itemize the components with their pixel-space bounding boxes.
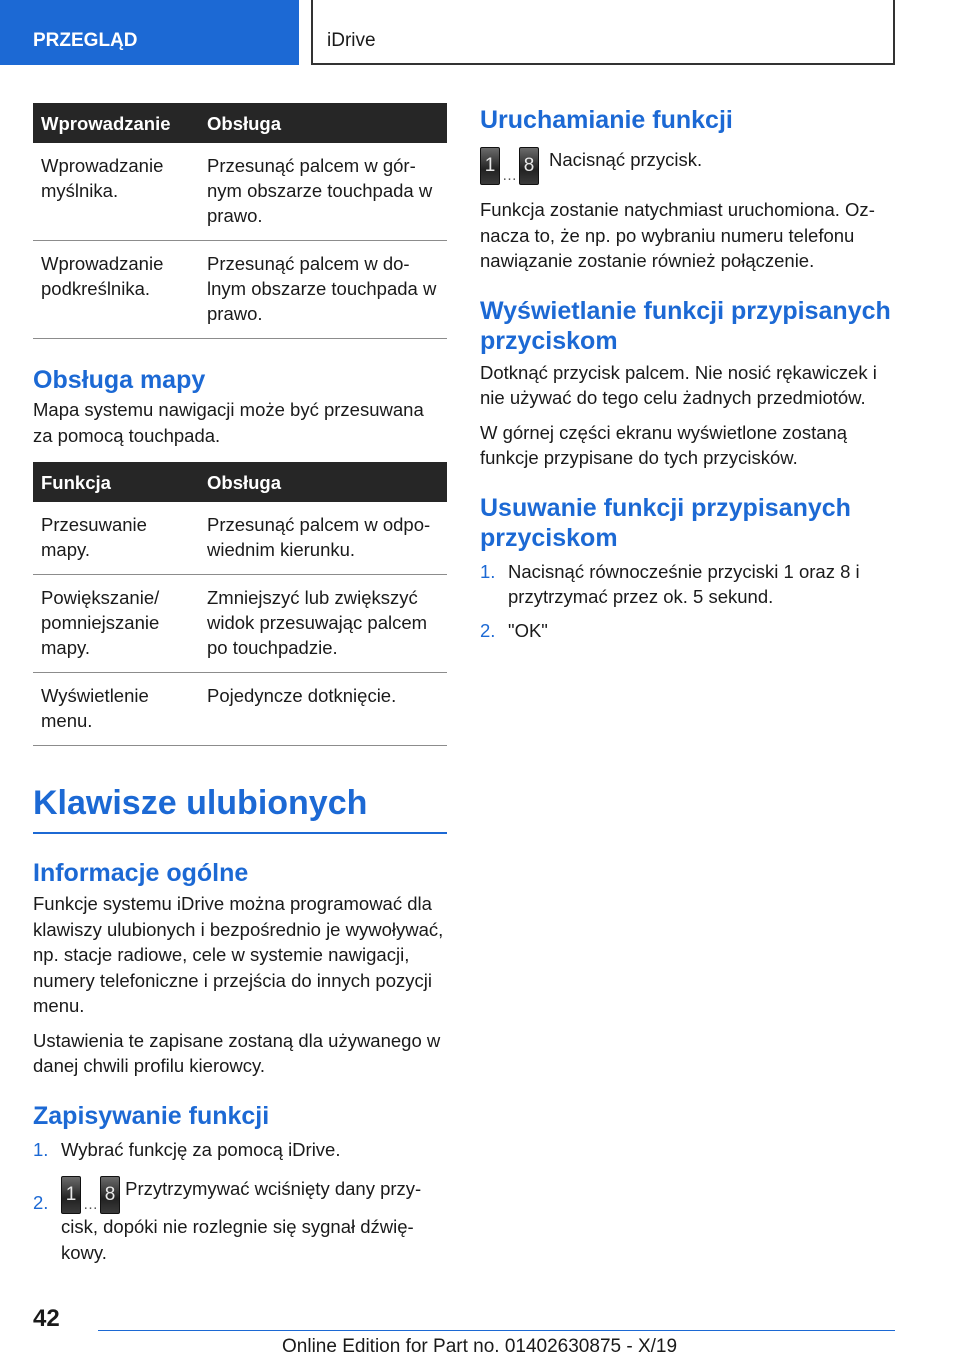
table-header-row bbox=[33, 103, 447, 143]
table-cell: Powiększanie/ pomniejszanie mapy. bbox=[33, 575, 207, 673]
step-text: Przytrzymywać wciśnięty dany przycisk, dopóki nie rozlegnie się sygnał dźwiękowy. bbox=[61, 1178, 422, 1263]
favorites-chapter-title: Klawisze ulubionych bbox=[33, 782, 447, 834]
step-text: Nacisnąć równocześnie przyciski 1 oraz 8 i przytrzymać przez ok. 5 sekund. bbox=[508, 560, 860, 607]
page-number: 42 bbox=[33, 1305, 60, 1332]
table-header-cell: Funkcja bbox=[33, 462, 207, 502]
list-item bbox=[33, 1176, 447, 1265]
table-cell: Wyświetlenie menu. bbox=[33, 673, 207, 746]
list-item bbox=[480, 618, 894, 644]
table-header-cell: Wprowadzanie bbox=[33, 103, 207, 143]
footer-divider bbox=[98, 1330, 895, 1331]
table-cell: Zmniejszyć lub zwiększyć widok przesuwając palcem po touchpadzie. bbox=[207, 575, 447, 673]
step-text: Wybrać funkcję za pomocą iDrive. bbox=[61, 1138, 341, 1160]
table-header-row bbox=[33, 462, 447, 502]
general-info-text-2: Ustawienia te zapisane zostaną dla używanego w danej chwili profilu kierowcy. bbox=[33, 1029, 441, 1076]
step-number: 2. bbox=[33, 1192, 49, 1213]
run-function-text: Funkcja zostanie natychmiast uruchomiona. Oznacza to, że np. po wybraniu numeru telefonu nawiązanie zostanie również połączenie. bbox=[480, 199, 875, 271]
table-cell: Pojedyncze dotknięcie. bbox=[207, 673, 447, 746]
list-item bbox=[480, 559, 894, 610]
key-8-icon: 8 bbox=[100, 1176, 120, 1214]
delete-functions-title: Usuwanie funkcji przypisanych przyciskom bbox=[480, 493, 851, 552]
favorite-keys-icon bbox=[480, 147, 539, 185]
run-press-row bbox=[480, 147, 894, 185]
general-info-text-1: Funkcje systemu iDrive można programować dla klawiszy ulubionych i bezpośrednio je wywoływać, np. stacje radiowe, cele w systemie nawigacji, numery telefoniczne i przejścia do innych pozycji menu. bbox=[33, 893, 444, 1016]
table-cell: Przesuwanie mapy. bbox=[33, 502, 207, 575]
map-section-title: Obsługa mapy bbox=[33, 366, 206, 394]
table-row bbox=[33, 143, 447, 241]
right-column bbox=[480, 103, 894, 643]
key-8-icon: 8 bbox=[519, 147, 539, 185]
favorite-keys-icon bbox=[61, 1176, 120, 1214]
table-cell: Przesunąć palcem w górnym obszarze touchpada w prawo. bbox=[207, 143, 447, 241]
table-row bbox=[33, 673, 447, 746]
ellipsis-icon: … bbox=[502, 167, 517, 184]
display-functions-title: Wyświetlanie funkcji przypisanych przyciskom bbox=[480, 296, 891, 355]
header-section-label: PRZEGLĄD bbox=[33, 30, 138, 51]
run-function-title: Uruchamianie funkcji bbox=[480, 106, 733, 134]
step-number: 2. bbox=[480, 619, 496, 641]
footer-edition-text: Online Edition for Part no. 01402630875 - X/19 bbox=[282, 1336, 678, 1357]
run-press-text: Nacisnąć przycisk. bbox=[549, 149, 703, 170]
list-item bbox=[33, 1137, 447, 1163]
left-column bbox=[33, 103, 447, 1265]
save-steps-list bbox=[33, 1137, 447, 1266]
display-functions-text-1: Dotknąć przycisk palcem. Nie nosić rękawiczek i nie używać do tego celu żadnych przedmiotów. bbox=[480, 361, 877, 408]
header-chapter-label: iDrive bbox=[327, 30, 376, 51]
step-number: 1. bbox=[33, 1138, 49, 1160]
header-chapter-box bbox=[311, 0, 895, 65]
input-table bbox=[33, 103, 447, 339]
step-number: 1. bbox=[480, 560, 496, 582]
map-table bbox=[33, 462, 447, 746]
table-cell: Przesunąć palcem w dolnym obszarze touchpada w prawo. bbox=[207, 241, 447, 339]
general-info-title: Informacje ogólne bbox=[33, 859, 249, 887]
key-1-icon: 1 bbox=[61, 1176, 81, 1214]
table-row bbox=[33, 241, 447, 339]
table-cell: Wprowadzanie myślnika. bbox=[33, 143, 207, 241]
table-cell: Przesunąć palcem w odpowiednim kierunku. bbox=[207, 502, 447, 575]
map-section-text: Mapa systemu nawigacji może być przesuwana za pomocą touchpada. bbox=[33, 399, 424, 446]
save-function-title: Zapisywanie funkcji bbox=[33, 1101, 270, 1130]
step-text: "OK" bbox=[508, 619, 548, 641]
display-functions-text-2: W górnej części ekranu wyświetlone zostaną funkcje przypisane do tych przycisków. bbox=[480, 421, 848, 468]
table-cell: Wprowadzanie podkreślnika. bbox=[33, 241, 207, 339]
ellipsis-icon: … bbox=[83, 1196, 98, 1213]
table-header-cell: Obsługa bbox=[207, 462, 447, 502]
table-row bbox=[33, 575, 447, 673]
delete-steps-list bbox=[480, 559, 894, 644]
header-section-tab bbox=[0, 0, 299, 65]
table-row bbox=[33, 502, 447, 575]
key-1-icon: 1 bbox=[480, 147, 500, 185]
table-header-cell: Obsługa bbox=[207, 103, 447, 143]
